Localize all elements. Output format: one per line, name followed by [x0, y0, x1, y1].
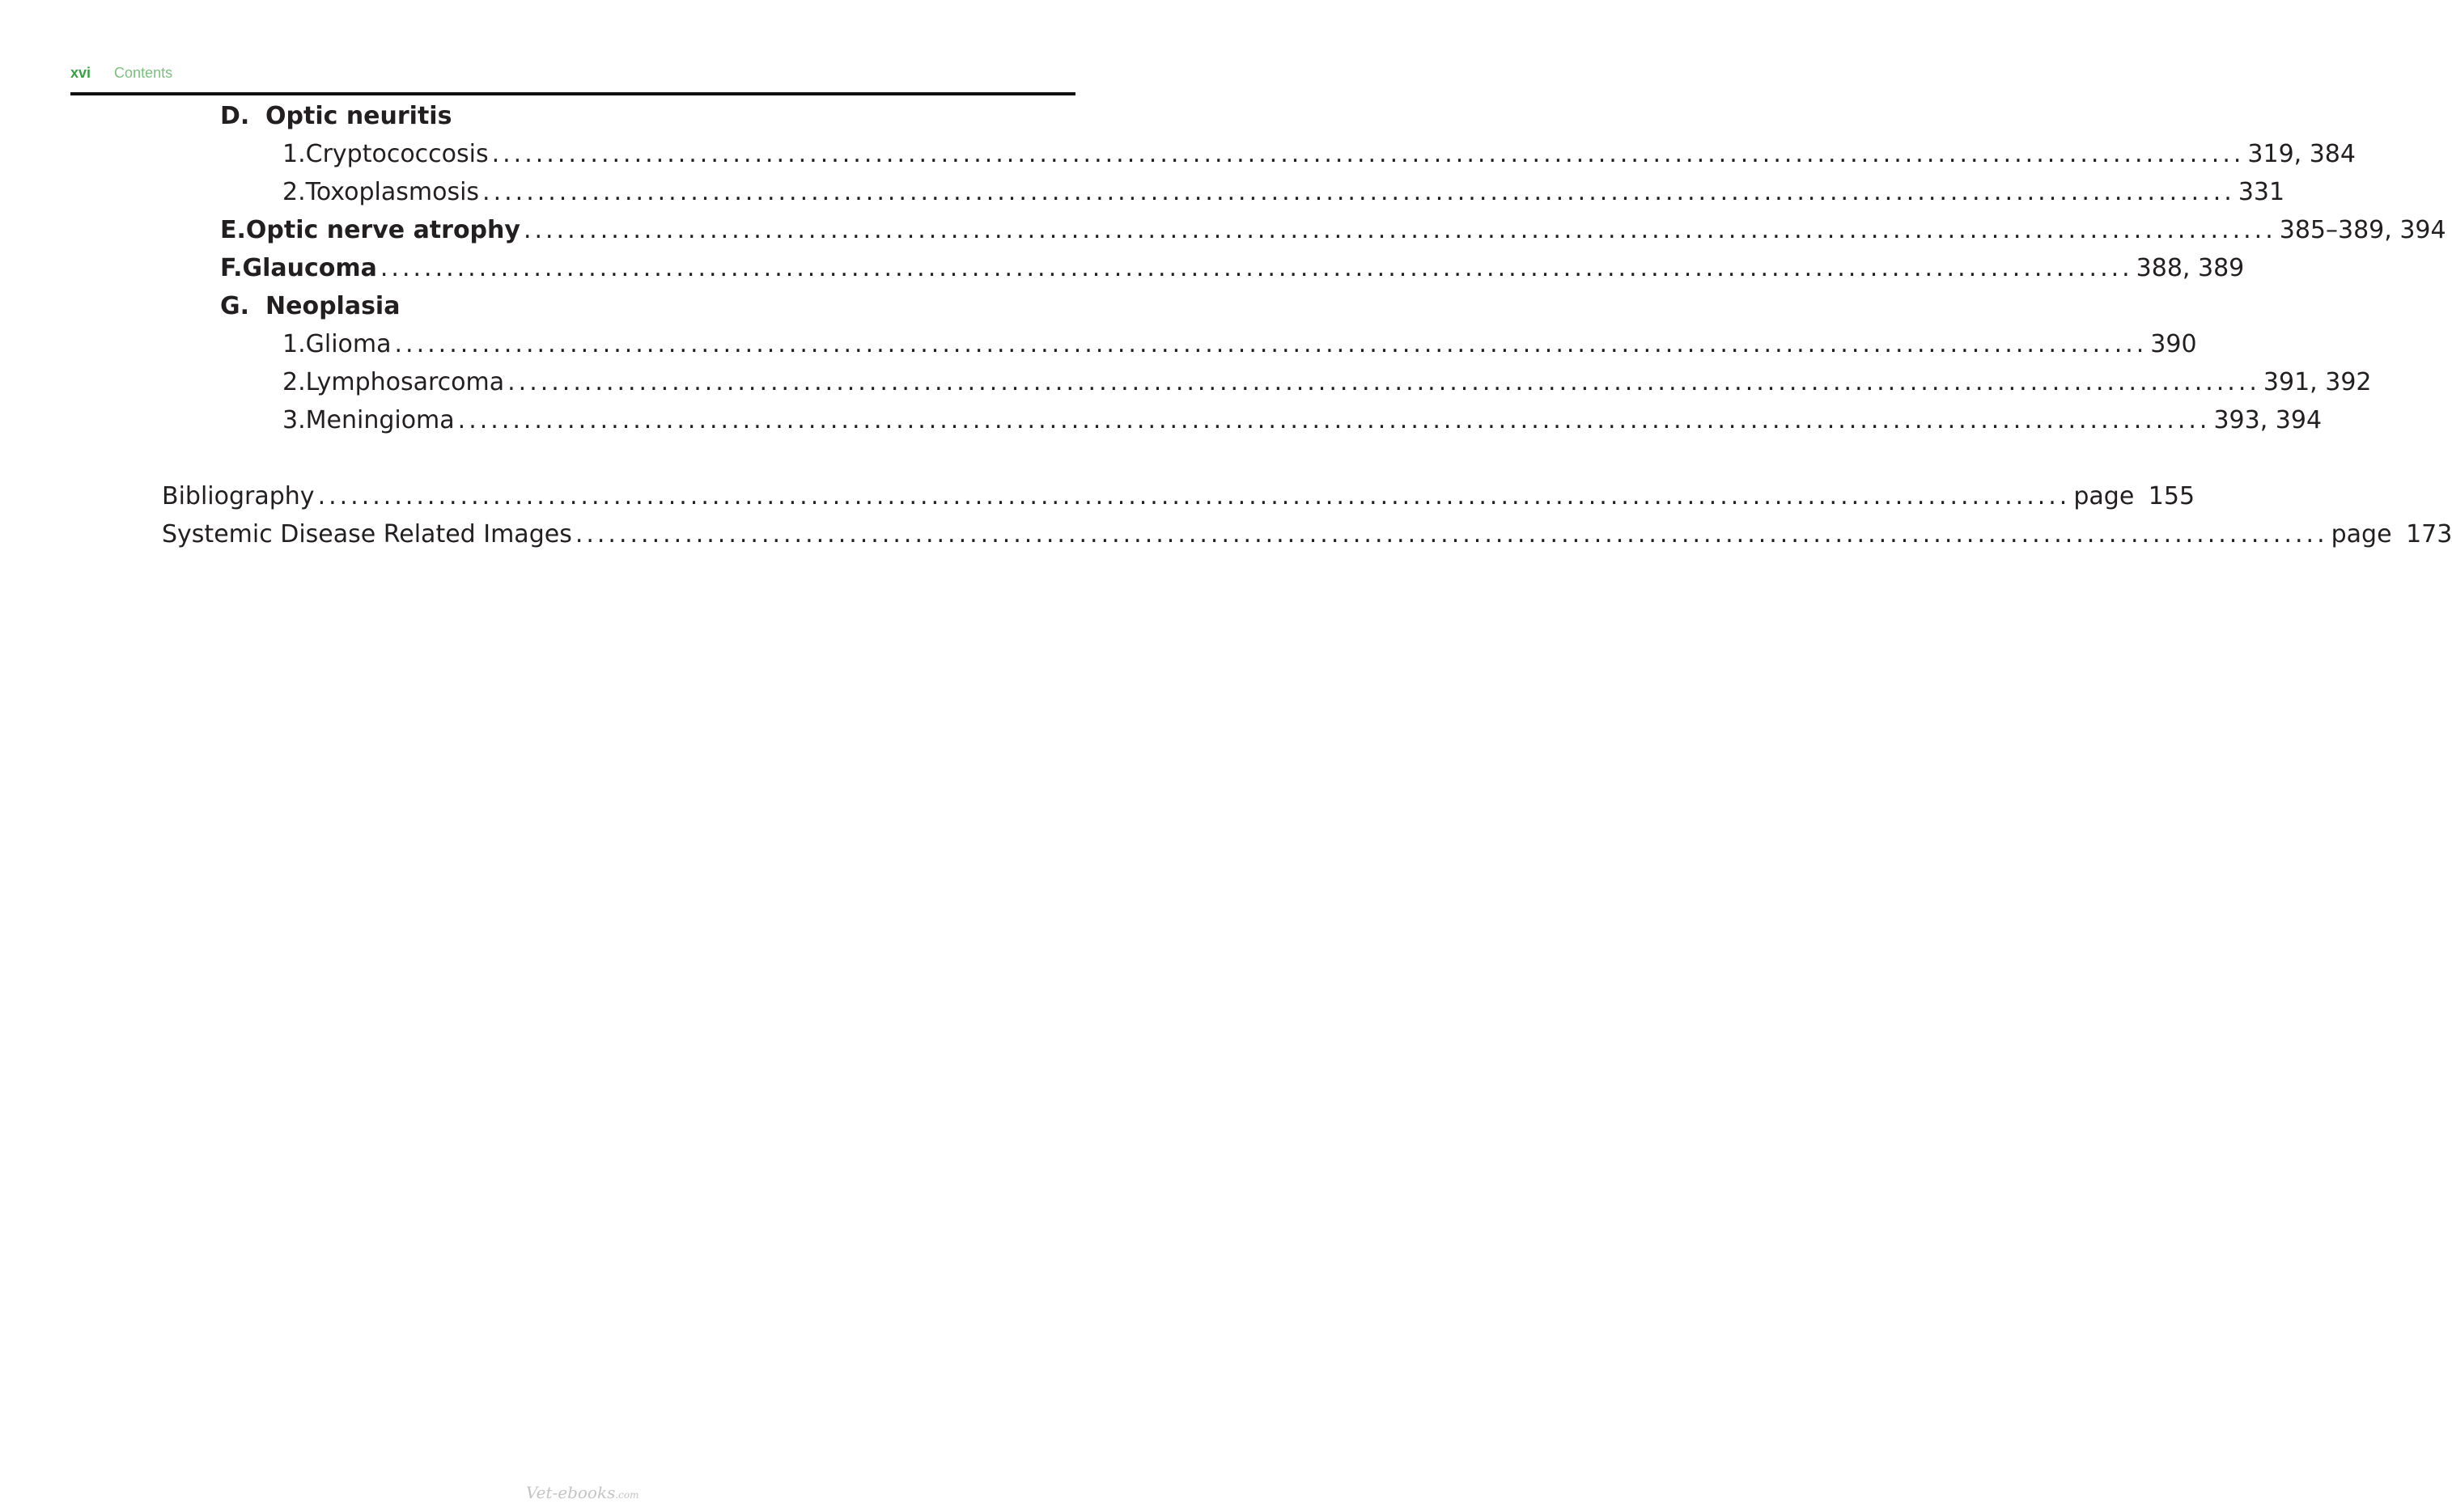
toc-pages: page 155 — [2073, 482, 2195, 510]
toc-letter: F. — [220, 254, 243, 282]
toc-entry-meningioma[interactable] — [282, 404, 2323, 437]
toc-pages: 391, 392 — [2263, 368, 2372, 396]
dot-leader: ................................................................................................................................................................ — [380, 254, 2133, 282]
toc-pages: 393, 394 — [2213, 406, 2323, 434]
toc-label: Bibliography — [162, 482, 315, 510]
toc-number: 1. — [282, 140, 306, 168]
toc-label: Toxoplasmosis — [305, 178, 480, 206]
watermark-suffix: .com — [615, 1489, 639, 1501]
toc-pages: 390 — [2150, 330, 2197, 358]
running-head — [70, 65, 172, 82]
dot-leader: ................................................................................................................................................................ — [491, 140, 2245, 168]
toc-pages: 388, 389 — [2136, 254, 2245, 282]
toc-pages: page 173 — [2331, 520, 2452, 548]
toc-pages: 385–389, 394 — [2279, 216, 2446, 244]
toc-heading-glaucoma[interactable] — [220, 252, 2245, 285]
toc-label: Glaucoma — [242, 254, 377, 282]
toc-number: 2. — [282, 368, 306, 396]
header-rule — [70, 92, 1075, 95]
toc-entry-toxoplasmosis[interactable] — [282, 176, 2285, 209]
toc-label: Optic neuritis — [265, 102, 452, 130]
toc-label: Meningioma — [305, 406, 455, 434]
toc-label: Glioma — [305, 330, 392, 358]
toc-pages: 331 — [2238, 178, 2285, 206]
section-title: Contents — [114, 65, 173, 81]
toc-label: Neoplasia — [265, 292, 401, 320]
toc-letter: E. — [220, 216, 246, 244]
dot-leader: ................................................................................................................................................................ — [394, 330, 2148, 358]
toc-entry-lymphosarcoma[interactable] — [282, 366, 2372, 399]
toc-letter: D. — [220, 102, 250, 130]
toc-entry-systemic-disease-images[interactable] — [162, 519, 2452, 551]
toc-letter: G. — [220, 292, 250, 320]
dot-leader: ................................................................................................................................................................ — [507, 368, 2260, 396]
toc-number: 1. — [282, 330, 306, 358]
dot-leader: ................................................................................................................................................................ — [317, 482, 2071, 510]
toc-entry-glioma[interactable] — [282, 328, 2197, 361]
dot-leader: ................................................................................................................................................................ — [457, 406, 2211, 434]
toc-entry-cryptococcosis[interactable] — [282, 138, 2356, 171]
toc-heading-optic-neuritis[interactable] — [220, 100, 987, 133]
toc-label: Cryptococcosis — [305, 140, 489, 168]
dot-leader: ................................................................................................................................................................ — [523, 216, 2276, 244]
toc-heading-optic-nerve-atrophy[interactable] — [220, 214, 2446, 247]
toc-number: 2. — [282, 178, 306, 206]
watermark-logo — [526, 1483, 638, 1502]
toc-pages: 319, 384 — [2247, 140, 2356, 168]
toc-number: 3. — [282, 406, 306, 434]
toc-heading-neoplasia[interactable] — [220, 290, 987, 323]
toc-label: Optic nerve atrophy — [245, 216, 520, 244]
dot-leader: ................................................................................................................................................................ — [575, 520, 2328, 548]
dot-leader: ................................................................................................................................................................ — [482, 178, 2235, 206]
toc-label: Lymphosarcoma — [305, 368, 505, 396]
toc-label: Systemic Disease Related Images — [162, 520, 572, 548]
page-number: xvi — [70, 65, 91, 81]
toc-entry-bibliography[interactable] — [162, 481, 2195, 513]
watermark-text: Vet-ebooks — [526, 1483, 616, 1502]
